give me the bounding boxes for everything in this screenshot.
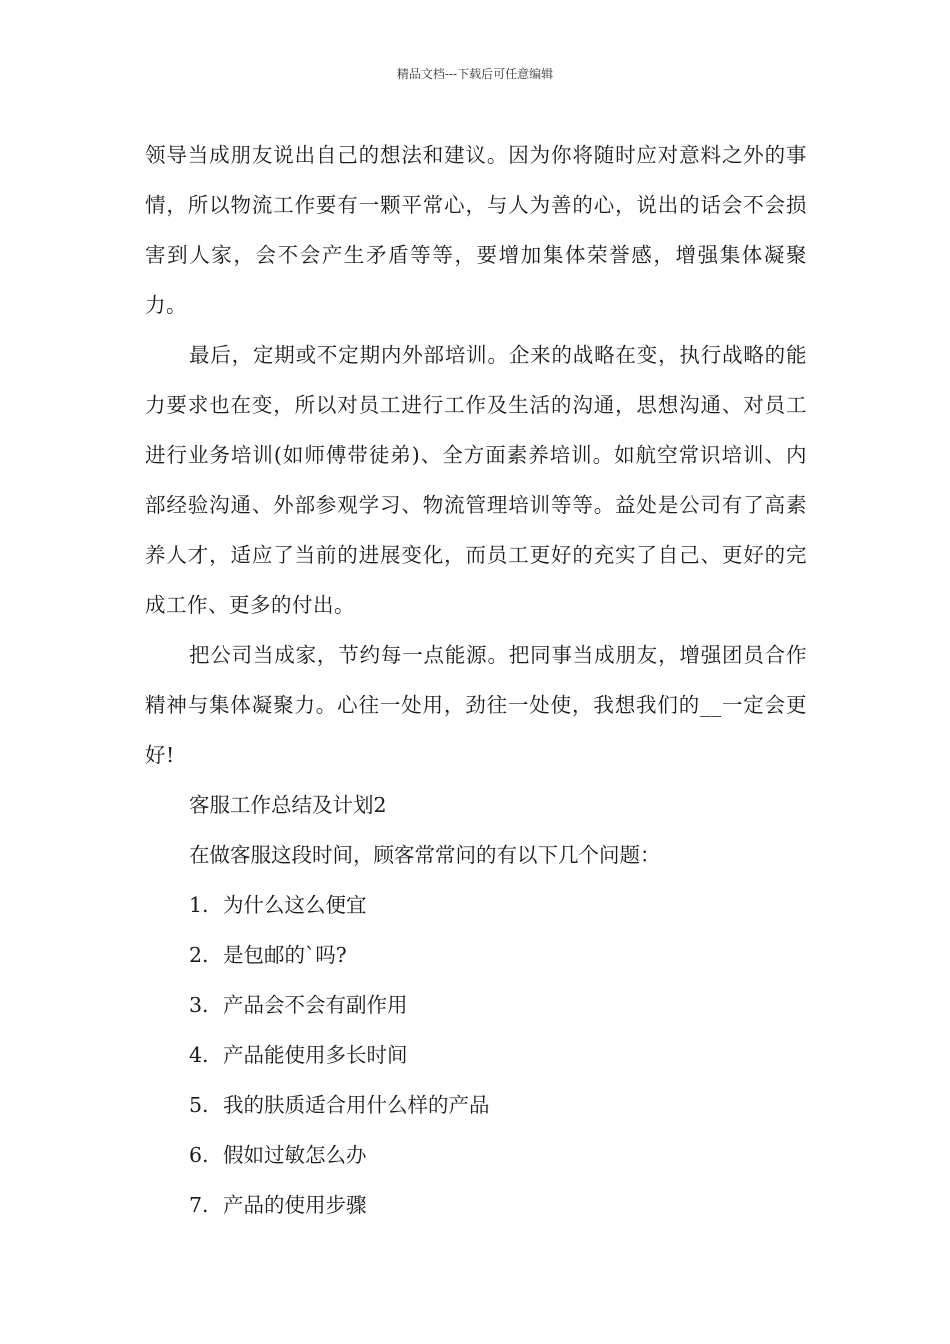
page-header: 精品文档---下载后可任意编辑 (396, 67, 554, 81)
intro-text: 在做客服这段时间，顾客常常问的有以下几个问题： (189, 843, 661, 867)
list-item-text: 产品会不会有副作用 (223, 993, 408, 1017)
list-item (145, 980, 807, 1030)
list-item-number: 3. (189, 993, 209, 1017)
list-item (145, 880, 807, 930)
section-title: 客服工作总结及计划2 (189, 793, 387, 817)
list-item-text: 产品能使用多长时间 (223, 1043, 408, 1067)
document-body (145, 130, 807, 1230)
list-item-text: 假如过敏怎么办 (223, 1143, 367, 1167)
list-item (145, 930, 807, 980)
list-item-number: 4. (189, 1043, 209, 1067)
list-item-text: 我的肤质适合用什么样的产品 (223, 1093, 490, 1117)
list-item (145, 1180, 807, 1230)
list-item-text: 是包邮的`吗? (223, 943, 347, 967)
paragraph-training: 最后，定期或不定期内外部培训。企来的战略在变，执行战略的能力要求也在变，所以对员工进行工作及生活的沟通，思想沟通、对员工进行业务培训(如师傅带徒弟)、全方面素养培训。如航空常识培训、内部经验沟通、外部参观学习、物流管理培训等等。益处是公司有了高素养人才，适应了当前的进展变化，而员工更好的充实了自己、更好的完成工作、更多的付出。 (145, 343, 807, 617)
paragraph-company-family: 把公司当成家，节约每一点能源。把同事当成朋友，增强团员合作精神与集体凝聚力。心往一处用，劲往一处使，我想我们的__一定会更好! (145, 643, 807, 767)
list-item (145, 1030, 807, 1080)
list-item (145, 1130, 807, 1180)
list-item-text: 为什么这么便宜 (223, 893, 367, 917)
list-item (145, 1080, 807, 1130)
list-item-number: 1. (189, 893, 209, 917)
list-item-number: 2. (189, 943, 209, 967)
paragraph-continuation: 领导当成朋友说出自己的想法和建议。因为你将随时应对意料之外的事情，所以物流工作要有一颗平常心，与人为善的心，说出的话会不会损害到人家，会不会产生矛盾等等，要增加集体荣誉感，增强集体凝聚力。 (145, 143, 807, 317)
list-item-number: 6. (189, 1143, 209, 1167)
list-item-text: 产品的使用步骤 (223, 1193, 367, 1217)
list-item-number: 7. (189, 1193, 209, 1217)
question-list (145, 880, 807, 1230)
list-item-number: 5. (189, 1093, 209, 1117)
